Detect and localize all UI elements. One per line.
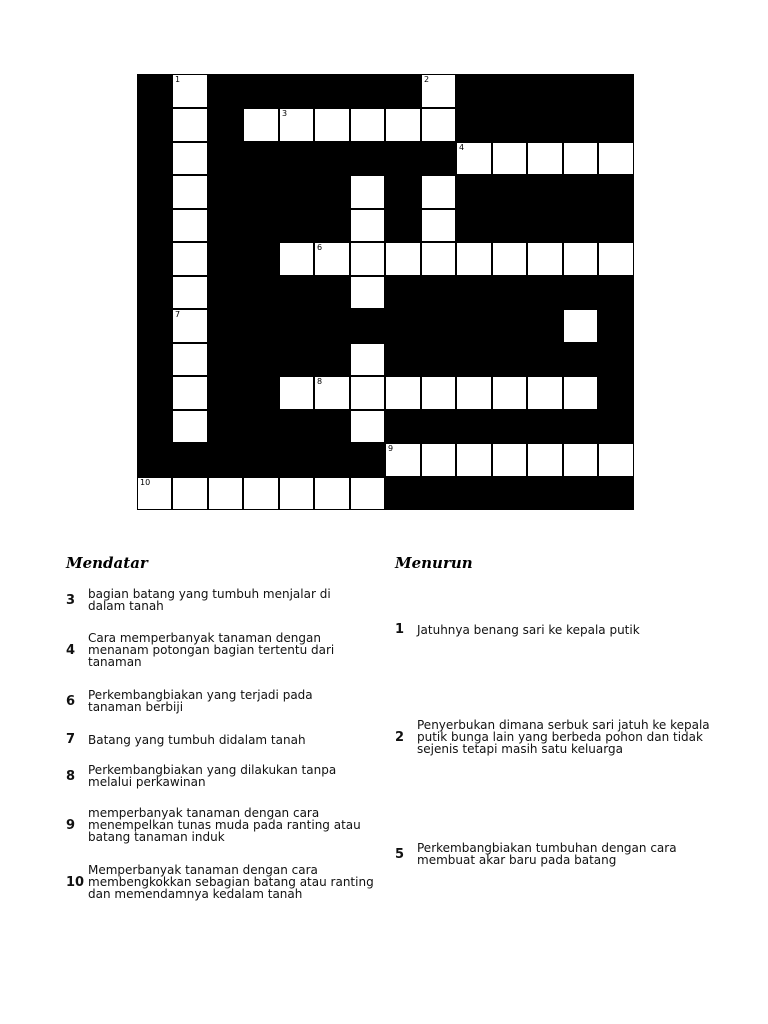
grid-cell-open[interactable] — [314, 477, 350, 510]
grid-cell-open[interactable] — [350, 376, 385, 410]
grid-cell-open[interactable] — [350, 108, 385, 142]
grid-clue-number: 5 — [387, 175, 393, 184]
grid-cell-blocked — [492, 343, 527, 376]
grid-cell-open[interactable] — [243, 108, 279, 142]
grid-cell-blocked — [385, 343, 421, 376]
grid-cell-blocked — [137, 108, 172, 142]
grid-cell-blocked — [563, 108, 598, 142]
grid-cell-blocked — [563, 410, 598, 443]
grid-cell-blocked — [243, 376, 279, 410]
clue-text: bagian batang yang tumbuh menjalar di dalam tanah — [88, 587, 331, 613]
grid-cell-blocked — [385, 74, 421, 108]
grid-cell-blocked — [492, 410, 527, 443]
grid-cell-open[interactable] — [350, 343, 385, 376]
clue-text: Perkembangbiakan tumbuhan dengan cara membuat akar baru pada batang — [417, 841, 677, 867]
grid-cell-open[interactable] — [350, 477, 385, 510]
grid-cell-open[interactable] — [172, 276, 208, 309]
grid-cell-blocked — [456, 276, 492, 309]
grid-cell-blocked — [421, 343, 456, 376]
grid-cell-blocked — [492, 309, 527, 343]
grid-cell-blocked — [598, 276, 634, 309]
down-title: Menurun — [395, 554, 473, 572]
across-clue-9 — [66, 807, 376, 843]
grid-cell-blocked — [279, 443, 314, 477]
grid-cell-open[interactable] — [350, 276, 385, 309]
grid-cell-blocked — [243, 242, 279, 276]
grid-cell-blocked — [208, 443, 243, 477]
down-clue-2 — [395, 719, 715, 755]
grid-cell-blocked — [314, 142, 350, 175]
grid-cell-blocked — [208, 276, 243, 309]
grid-clue-number: 10 — [140, 478, 151, 487]
grid-cell-blocked — [314, 175, 350, 209]
grid-cell-blocked — [314, 74, 350, 108]
grid-cell-open[interactable] — [385, 242, 421, 276]
grid-cell-blocked — [208, 376, 243, 410]
grid-cell-blocked — [279, 343, 314, 376]
grid-cell-blocked — [279, 410, 314, 443]
grid-cell-open[interactable] — [314, 108, 350, 142]
grid-cell-blocked — [208, 410, 243, 443]
grid-cell-blocked — [563, 175, 598, 209]
grid-cell-open[interactable] — [492, 376, 527, 410]
grid-cell-blocked — [350, 309, 385, 343]
grid-clue-number: 6 — [317, 243, 323, 252]
grid-cell-blocked — [137, 410, 172, 443]
clue-text: Perkembangbiakan yang terjadi pada tanaman berbiji — [88, 688, 313, 714]
grid-cell-blocked — [137, 175, 172, 209]
across-clue-6 — [66, 689, 356, 713]
grid-cell-open[interactable] — [563, 309, 598, 343]
grid-cell-open[interactable] — [243, 477, 279, 510]
grid-cell-blocked — [598, 309, 634, 343]
grid-cell-open[interactable] — [456, 376, 492, 410]
grid-cell-blocked — [279, 74, 314, 108]
grid-clue-number: 3 — [282, 109, 288, 118]
grid-cell-blocked — [385, 309, 421, 343]
grid-cell-blocked — [598, 209, 634, 242]
grid-cell-blocked — [527, 108, 563, 142]
clue-number: 8 — [66, 768, 76, 784]
grid-cell-blocked — [137, 209, 172, 242]
down-clue-5 — [395, 842, 715, 866]
grid-cell-blocked — [314, 443, 350, 477]
grid-cell-blocked — [598, 477, 634, 510]
grid-cell-blocked — [421, 410, 456, 443]
grid-cell-blocked — [208, 242, 243, 276]
grid-cell-open[interactable] — [172, 343, 208, 376]
grid-cell-blocked — [492, 209, 527, 242]
grid-cell-blocked — [563, 74, 598, 108]
grid-cell-open[interactable] — [350, 410, 385, 443]
grid-cell-open[interactable] — [563, 242, 598, 276]
grid-cell-blocked — [563, 343, 598, 376]
grid-cell-open[interactable] — [279, 477, 314, 510]
grid-cell-blocked — [243, 276, 279, 309]
grid-cell-blocked — [598, 175, 634, 209]
grid-cell-blocked — [208, 175, 243, 209]
clue-number: 9 — [66, 817, 76, 833]
grid-cell-blocked — [421, 309, 456, 343]
grid-cell-open[interactable] — [421, 209, 456, 242]
grid-cell-blocked — [456, 108, 492, 142]
grid-cell-blocked — [527, 410, 563, 443]
grid-cell-blocked — [314, 309, 350, 343]
grid-cell-blocked — [492, 276, 527, 309]
grid-cell-open[interactable] — [563, 376, 598, 410]
grid-cell-open[interactable] — [456, 242, 492, 276]
grid-cell-blocked — [385, 209, 421, 242]
grid-cell-open[interactable] — [598, 443, 634, 477]
grid-cell-blocked — [243, 74, 279, 108]
grid-cell-open[interactable] — [421, 443, 456, 477]
grid-cell-blocked — [208, 142, 243, 175]
grid-cell-blocked — [208, 309, 243, 343]
grid-cell-open[interactable] — [137, 477, 172, 510]
grid-clue-number: 2 — [424, 75, 430, 84]
grid-cell-open[interactable] — [314, 242, 350, 276]
grid-cell-blocked — [492, 175, 527, 209]
grid-cell-open[interactable] — [527, 142, 563, 175]
across-clue-7 — [66, 732, 356, 747]
grid-cell-blocked — [527, 209, 563, 242]
clue-text: Perkembangbiakan yang dilakukan tanpa melalui perkawinan — [88, 763, 337, 789]
grid-cell-open[interactable] — [598, 142, 634, 175]
grid-cell-open[interactable] — [421, 108, 456, 142]
grid-cell-blocked — [279, 142, 314, 175]
grid-cell-blocked — [598, 74, 634, 108]
grid-cell-open[interactable] — [421, 175, 456, 209]
grid-cell-open[interactable] — [421, 74, 456, 108]
grid-cell-blocked — [385, 477, 421, 510]
across-clue-3 — [66, 588, 356, 612]
grid-cell-open[interactable] — [350, 242, 385, 276]
clue-number: 2 — [395, 729, 405, 745]
grid-clue-number: 4 — [459, 143, 465, 152]
grid-cell-blocked — [137, 343, 172, 376]
grid-cell-blocked — [137, 443, 172, 477]
grid-cell-open[interactable] — [350, 175, 385, 209]
across-clue-10 — [66, 864, 376, 900]
grid-cell-blocked — [208, 343, 243, 376]
grid-cell-blocked — [314, 276, 350, 309]
clue-number: 7 — [66, 732, 76, 747]
grid-cell-blocked — [208, 209, 243, 242]
grid-cell-blocked — [208, 108, 243, 142]
clue-number: 4 — [66, 642, 76, 658]
clue-number: 10 — [66, 874, 85, 890]
grid-cell-open[interactable] — [492, 142, 527, 175]
grid-cell-open[interactable] — [527, 376, 563, 410]
grid-cell-open[interactable] — [456, 443, 492, 477]
grid-cell-blocked — [350, 74, 385, 108]
grid-cell-blocked — [385, 410, 421, 443]
grid-cell-blocked — [279, 309, 314, 343]
grid-cell-open[interactable] — [563, 443, 598, 477]
grid-cell-blocked — [385, 175, 421, 209]
grid-cell-blocked — [385, 276, 421, 309]
grid-cell-open[interactable] — [527, 242, 563, 276]
grid-cell-blocked — [279, 175, 314, 209]
grid-cell-blocked — [492, 108, 527, 142]
grid-cell-open[interactable] — [172, 309, 208, 343]
grid-cell-open[interactable] — [421, 376, 456, 410]
grid-cell-open[interactable] — [279, 376, 314, 410]
grid-cell-open[interactable] — [279, 108, 314, 142]
grid-cell-blocked — [527, 74, 563, 108]
down-clue-1 — [395, 622, 715, 637]
grid-cell-blocked — [421, 142, 456, 175]
grid-cell-open[interactable] — [172, 242, 208, 276]
grid-cell-blocked — [527, 343, 563, 376]
clue-text: Cara memperbanyak tanaman dengan menanam potongan bagian tertentu dari tanaman — [88, 631, 335, 669]
grid-cell-blocked — [421, 276, 456, 309]
clue-number: 6 — [66, 693, 76, 709]
grid-cell-blocked — [243, 443, 279, 477]
across-clue-8 — [66, 764, 356, 788]
grid-cell-open[interactable] — [208, 477, 243, 510]
grid-cell-open[interactable] — [279, 242, 314, 276]
grid-cell-blocked — [137, 309, 172, 343]
clue-text: Penyerbukan dimana serbuk sari jatuh ke kepala putik bunga lain yang berbeda pohon dan tidak sejenis tetapi masih satu keluarga — [417, 718, 710, 756]
crossword-grid — [137, 74, 634, 510]
grid-cell-open[interactable] — [385, 443, 421, 477]
clue-number: 1 — [395, 622, 405, 637]
grid-cell-open[interactable] — [385, 376, 421, 410]
grid-cell-blocked — [137, 242, 172, 276]
across-title: Mendatar — [66, 554, 148, 572]
grid-cell-blocked — [563, 276, 598, 309]
grid-cell-open[interactable] — [563, 142, 598, 175]
grid-cell-blocked — [243, 410, 279, 443]
grid-clue-number: 1 — [175, 75, 181, 84]
grid-cell-open[interactable] — [314, 376, 350, 410]
grid-cell-open[interactable] — [350, 209, 385, 242]
grid-cell-blocked — [172, 443, 208, 477]
grid-cell-blocked — [385, 142, 421, 175]
grid-cell-open[interactable] — [172, 477, 208, 510]
grid-clue-number: 9 — [388, 444, 394, 453]
grid-cell-blocked — [208, 74, 243, 108]
grid-cell-blocked — [279, 209, 314, 242]
across-clue-4 — [66, 632, 356, 668]
grid-cell-blocked — [350, 142, 385, 175]
grid-cell-blocked — [456, 175, 492, 209]
grid-cell-blocked — [527, 477, 563, 510]
grid-cell-open[interactable] — [172, 410, 208, 443]
grid-cell-blocked — [243, 209, 279, 242]
clue-text: Memperbanyak tanaman dengan cara membengkokkan sebagian batang atau ranting dan memendamnya kedalam tanah — [88, 863, 374, 901]
grid-cell-blocked — [492, 74, 527, 108]
grid-cell-open[interactable] — [421, 242, 456, 276]
grid-cell-open[interactable] — [172, 74, 208, 108]
grid-cell-open[interactable] — [492, 242, 527, 276]
clue-text: memperbanyak tanaman dengan cara menempelkan tunas muda pada ranting atau batang tanaman induk — [88, 806, 361, 844]
grid-cell-blocked — [527, 309, 563, 343]
grid-cell-blocked — [527, 276, 563, 309]
clue-number: 5 — [395, 846, 405, 862]
grid-cell-open[interactable] — [172, 142, 208, 175]
grid-cell-blocked — [598, 343, 634, 376]
grid-cell-blocked — [243, 309, 279, 343]
grid-cell-blocked — [243, 175, 279, 209]
grid-cell-open[interactable] — [598, 242, 634, 276]
grid-cell-blocked — [492, 477, 527, 510]
grid-cell-blocked — [598, 376, 634, 410]
grid-cell-open[interactable] — [172, 108, 208, 142]
grid-cell-blocked — [314, 209, 350, 242]
grid-cell-blocked — [456, 343, 492, 376]
grid-cell-blocked — [243, 142, 279, 175]
grid-cell-blocked — [314, 343, 350, 376]
grid-cell-open[interactable] — [492, 443, 527, 477]
grid-cell-open[interactable] — [456, 142, 492, 175]
grid-cell-blocked — [137, 74, 172, 108]
grid-cell-blocked — [243, 343, 279, 376]
grid-cell-blocked — [527, 175, 563, 209]
grid-cell-blocked — [456, 410, 492, 443]
grid-cell-blocked — [563, 209, 598, 242]
grid-clue-number: 8 — [317, 377, 323, 386]
grid-cell-blocked — [456, 209, 492, 242]
grid-cell-blocked — [456, 477, 492, 510]
grid-cell-open[interactable] — [385, 108, 421, 142]
grid-cell-open[interactable] — [172, 376, 208, 410]
grid-clue-number: 7 — [175, 310, 181, 319]
grid-cell-blocked — [456, 74, 492, 108]
grid-cell-blocked — [137, 142, 172, 175]
grid-cell-blocked — [563, 477, 598, 510]
clue-number: 3 — [66, 592, 76, 608]
grid-cell-blocked — [350, 443, 385, 477]
grid-cell-blocked — [598, 108, 634, 142]
grid-cell-open[interactable] — [527, 443, 563, 477]
grid-cell-blocked — [421, 477, 456, 510]
grid-cell-open[interactable] — [172, 175, 208, 209]
grid-cell-blocked — [279, 276, 314, 309]
clue-text: Jatuhnya benang sari ke kepala putik — [417, 622, 640, 637]
grid-cell-blocked — [137, 376, 172, 410]
grid-cell-blocked — [314, 410, 350, 443]
grid-cell-blocked — [456, 309, 492, 343]
grid-cell-blocked — [598, 410, 634, 443]
grid-cell-open[interactable] — [172, 209, 208, 242]
grid-cell-blocked — [137, 276, 172, 309]
clue-text: Batang yang tumbuh didalam tanah — [88, 732, 306, 747]
